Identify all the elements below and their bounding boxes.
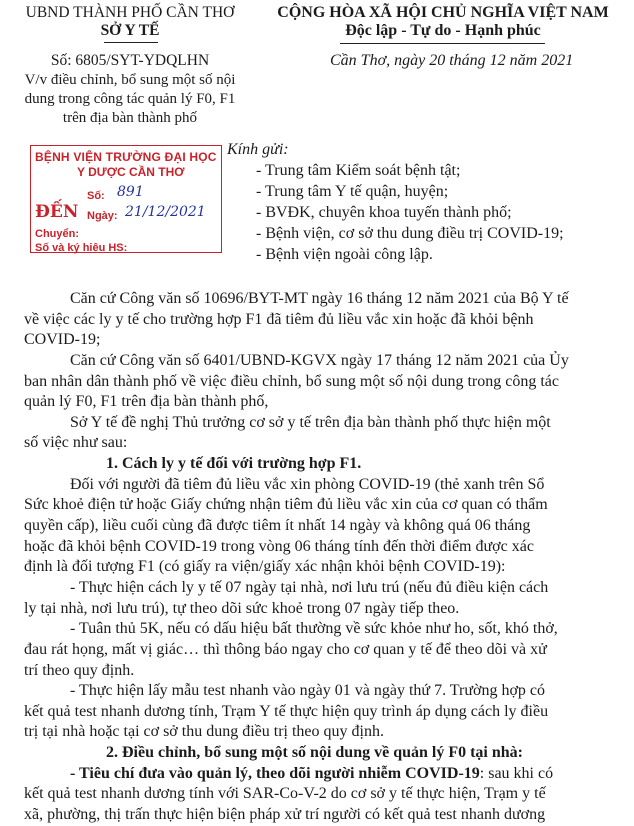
body-line: - Thực hiện cách ly y tế 07 ngày tại nhà, nơi lưu trú (nếu đủ điều kiện cách <box>70 579 549 596</box>
body-line: kết quả test nhanh dương tính với SAR-Co-V-2 do cơ sở y tế thực hiện, Trạm y tế <box>24 785 546 802</box>
criteria-label: - Tiêu chí đưa vào quản lý, theo dõi người nhiễm COVID-19 <box>70 765 480 782</box>
national-motto: Độc lập - Tự do - Hạnh phúc <box>345 22 541 39</box>
stamp-ngay-value: 21/12/2021 <box>125 204 206 220</box>
body-line: - Thực hiện lấy mẫu test nhanh vào ngày 01 và ngày thứ 7. Trường hợp có <box>70 682 546 699</box>
body-line: đau rát họng, mất vị giác… thì thông báo ngay cho cơ quan y tế để theo dõi và xử <box>24 641 547 658</box>
criteria-text: : sau khi có <box>479 765 554 782</box>
body-line: về việc các ly y tế cho trường hợp F1 đã tiêm đủ liều vắc xin hoặc đã khỏi bệnh <box>24 311 534 328</box>
body-line: trị tại nhà hoặc tại cơ sở thu dung điều trị theo quy định. <box>24 723 384 740</box>
department-name: SỞ Y TẾ <box>100 22 160 39</box>
body-line: Sở Y tế đề nghị Thủ trưởng cơ sở y tế trên địa bàn thành phố thực hiện một <box>70 414 551 431</box>
recipient-item: - Trung tâm Kiểm soát bệnh tật; <box>256 162 461 179</box>
body-line: hoặc đã khỏi bệnh COVID-19 trong vòng 06 tháng tính đến thời điểm được xác <box>24 538 534 555</box>
body-line: - Tuân thủ 5K, nếu có dấu hiệu bất thường về sức khỏe như ho, sốt, khó thở, <box>70 620 558 637</box>
body-line: kết quả test nhanh dương tính, Trạm Y tế thực hiện quy trình áp dụng cách ly điều <box>24 703 549 720</box>
body-line: Sức khoẻ điện tử hoặc Giấy chứng nhận tiêm đủ liều vắc xin của cơ quan có thẩm <box>24 496 548 513</box>
agency-name: UBND THÀNH PHỐ CẦN THƠ <box>25 4 235 21</box>
recipients-label: Kính gửi: <box>227 141 289 158</box>
received-stamp <box>30 145 222 253</box>
stamp-so-label: Số: <box>87 190 105 202</box>
body-line: Căn cứ Công văn số 10696/BYT-MT ngày 16 tháng 12 năm 2021 của Bộ Y tế <box>70 290 569 307</box>
body-line: ban nhân dân thành phố về việc điều chỉnh, bổ sung một số nội dung trong công tác <box>24 373 560 390</box>
body-line: quyền cấp), liều cuối cùng đã được tiêm ít nhất 14 ngày và không quá 06 tháng <box>24 517 531 534</box>
stamp-hospital-line2: Y DƯỢC CẦN THƠ <box>77 165 185 179</box>
stamp-chuyen: Chuyển: <box>35 228 79 240</box>
body-line: Căn cứ Công văn số 6401/UBND-KGVX ngày 17 tháng 12 năm 2021 của Ủy <box>70 352 569 369</box>
body-line: xã, phường, thị trấn thực hiện biện pháp xử trí người có kết quả test nhanh dương <box>24 806 546 823</box>
body-line: Đối với người đã tiêm đủ liều vắc xin phòng COVID-19 (thẻ xanh trên Sổ <box>70 476 545 493</box>
header-left-underline <box>104 42 158 43</box>
recipient-item: - Bệnh viện ngoài công lập. <box>256 246 433 263</box>
body-line: trí theo quy định. <box>24 662 135 679</box>
recipients-list <box>256 160 564 265</box>
subject-line: V/v điều chỉnh, bổ sung một số nội <box>24 72 236 88</box>
body-line-mixed <box>70 763 553 785</box>
national-title: CỘNG HÒA XÃ HỘI CHỦ NGHĨA VIỆT NAM <box>277 4 609 21</box>
subject-line: dung trong công tác quản lý F0, F1 <box>24 91 236 107</box>
body-line: số việc như sau: <box>24 434 128 451</box>
place-date: Cần Thơ, ngày 20 tháng 12 năm 2021 <box>330 52 574 69</box>
recipient-item: - BVĐK, chuyên khoa tuyến thành phố; <box>256 204 512 221</box>
stamp-so-value: 891 <box>117 184 144 200</box>
recipient-item: - Trung tâm Y tế quận, huyện; <box>256 183 449 200</box>
stamp-den: ĐẾN <box>35 202 79 222</box>
section-heading-1: 1. Cách ly y tế đối với trường hợp F1. <box>106 455 362 472</box>
document-subject <box>14 71 246 128</box>
stamp-so-ky-hieu: Số và ký hiệu HS: <box>35 242 128 254</box>
body-line: định là đối tượng F1 (có giấy ra viện/giấy xác nhận khỏi bệnh COVID-19): <box>24 558 506 575</box>
stamp-ngay-label: Ngày: <box>87 210 118 222</box>
header-right-underline <box>340 43 545 44</box>
document-number: Số: 6805/SYT-YDQLHN <box>50 52 210 69</box>
recipient-item: - Bệnh viện, cơ sở thu dung điều trị COVID-19; <box>256 225 564 242</box>
subject-line: trên địa bàn thành phố <box>62 110 198 126</box>
stamp-hospital-line1: BỆNH VIỆN TRƯỜNG ĐẠI HỌC <box>35 150 217 164</box>
body-line: quản lý F0, F1 trên địa bàn thành phố, <box>24 393 269 410</box>
body-line: ly tại nhà, nơi lưu trú), tự theo dõi sức khoẻ trong 07 ngày tiếp theo. <box>24 600 460 617</box>
body-line: COVID-19; <box>24 331 101 348</box>
section-heading-2: 2. Điều chỉnh, bổ sung một số nội dung về quản lý F0 tại nhà: <box>106 744 523 761</box>
